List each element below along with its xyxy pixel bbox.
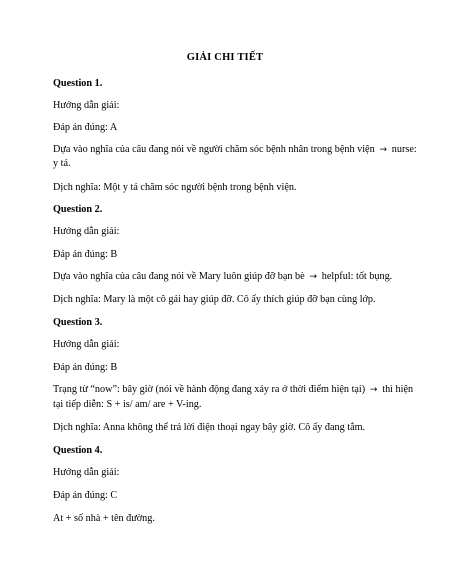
question-2-heading: Question 2. xyxy=(53,204,103,215)
question-3-explanation-cont: tại tiếp diễn: S + is/ am/ are + V-ing. xyxy=(53,399,202,410)
question-4-heading: Question 4. xyxy=(53,445,103,456)
question-1-explanation-cont: y tá. xyxy=(53,158,71,169)
arrow-right-icon: → xyxy=(309,272,317,282)
question-3-explanation-text: Trạng từ “now”: bây giờ (nói về hành động đang xảy ra ở thời điểm hiện tại) xyxy=(53,384,366,395)
question-3-explanation-term: thì hiện xyxy=(382,384,414,395)
question-2-explanation-term: helpful: tốt bụng. xyxy=(321,271,393,282)
question-1-translation: Dịch nghĩa: Một y tá chăm sóc người bệnh trong bệnh viện. xyxy=(53,182,297,193)
question-2-answer: Đáp án đúng: B xyxy=(53,249,118,260)
question-3-heading: Question 3. xyxy=(53,317,103,328)
question-1-explanation-text: Dựa vào nghĩa của câu đang nói về người chăm sóc bệnh nhân trong bệnh viện xyxy=(53,144,375,155)
question-3-translation: Dịch nghĩa: Anna không thể trả lời điện thoại ngay bây giờ. Cô ấy đang tắm. xyxy=(53,422,366,433)
question-4-explanation: At + số nhà + tên đường. xyxy=(53,513,155,524)
question-3-explanation xyxy=(53,383,414,397)
question-1-explanation-term: nurse: xyxy=(391,144,417,155)
arrow-right-icon: → xyxy=(369,385,378,395)
question-1-heading: Question 1. xyxy=(53,78,103,89)
question-2-guide: Hướng dẫn giải: xyxy=(53,226,120,237)
question-1-answer: Đáp án đúng: A xyxy=(53,122,118,133)
question-3-answer: Đáp án đúng: B xyxy=(53,362,118,373)
question-2-translation: Dịch nghĩa: Mary là một cô gái hay giúp đỡ. Cô ấy thích giúp đỡ bạn cùng lớp. xyxy=(53,294,376,305)
question-2-explanation-text: Dựa vào nghĩa của câu đang nói về Mary luôn giúp đỡ bạn bè xyxy=(53,271,305,282)
question-3-guide: Hướng dẫn giải: xyxy=(53,339,120,350)
question-1-explanation xyxy=(53,143,417,157)
question-4-answer: Đáp án đúng: C xyxy=(53,490,118,501)
question-2-explanation xyxy=(53,270,403,284)
page-title: GIẢI CHI TIẾT xyxy=(186,52,264,63)
question-1-guide: Hướng dẫn giải: xyxy=(53,100,120,111)
arrow-right-icon: → xyxy=(379,145,387,155)
question-4-guide: Hướng dẫn giải: xyxy=(53,467,120,478)
